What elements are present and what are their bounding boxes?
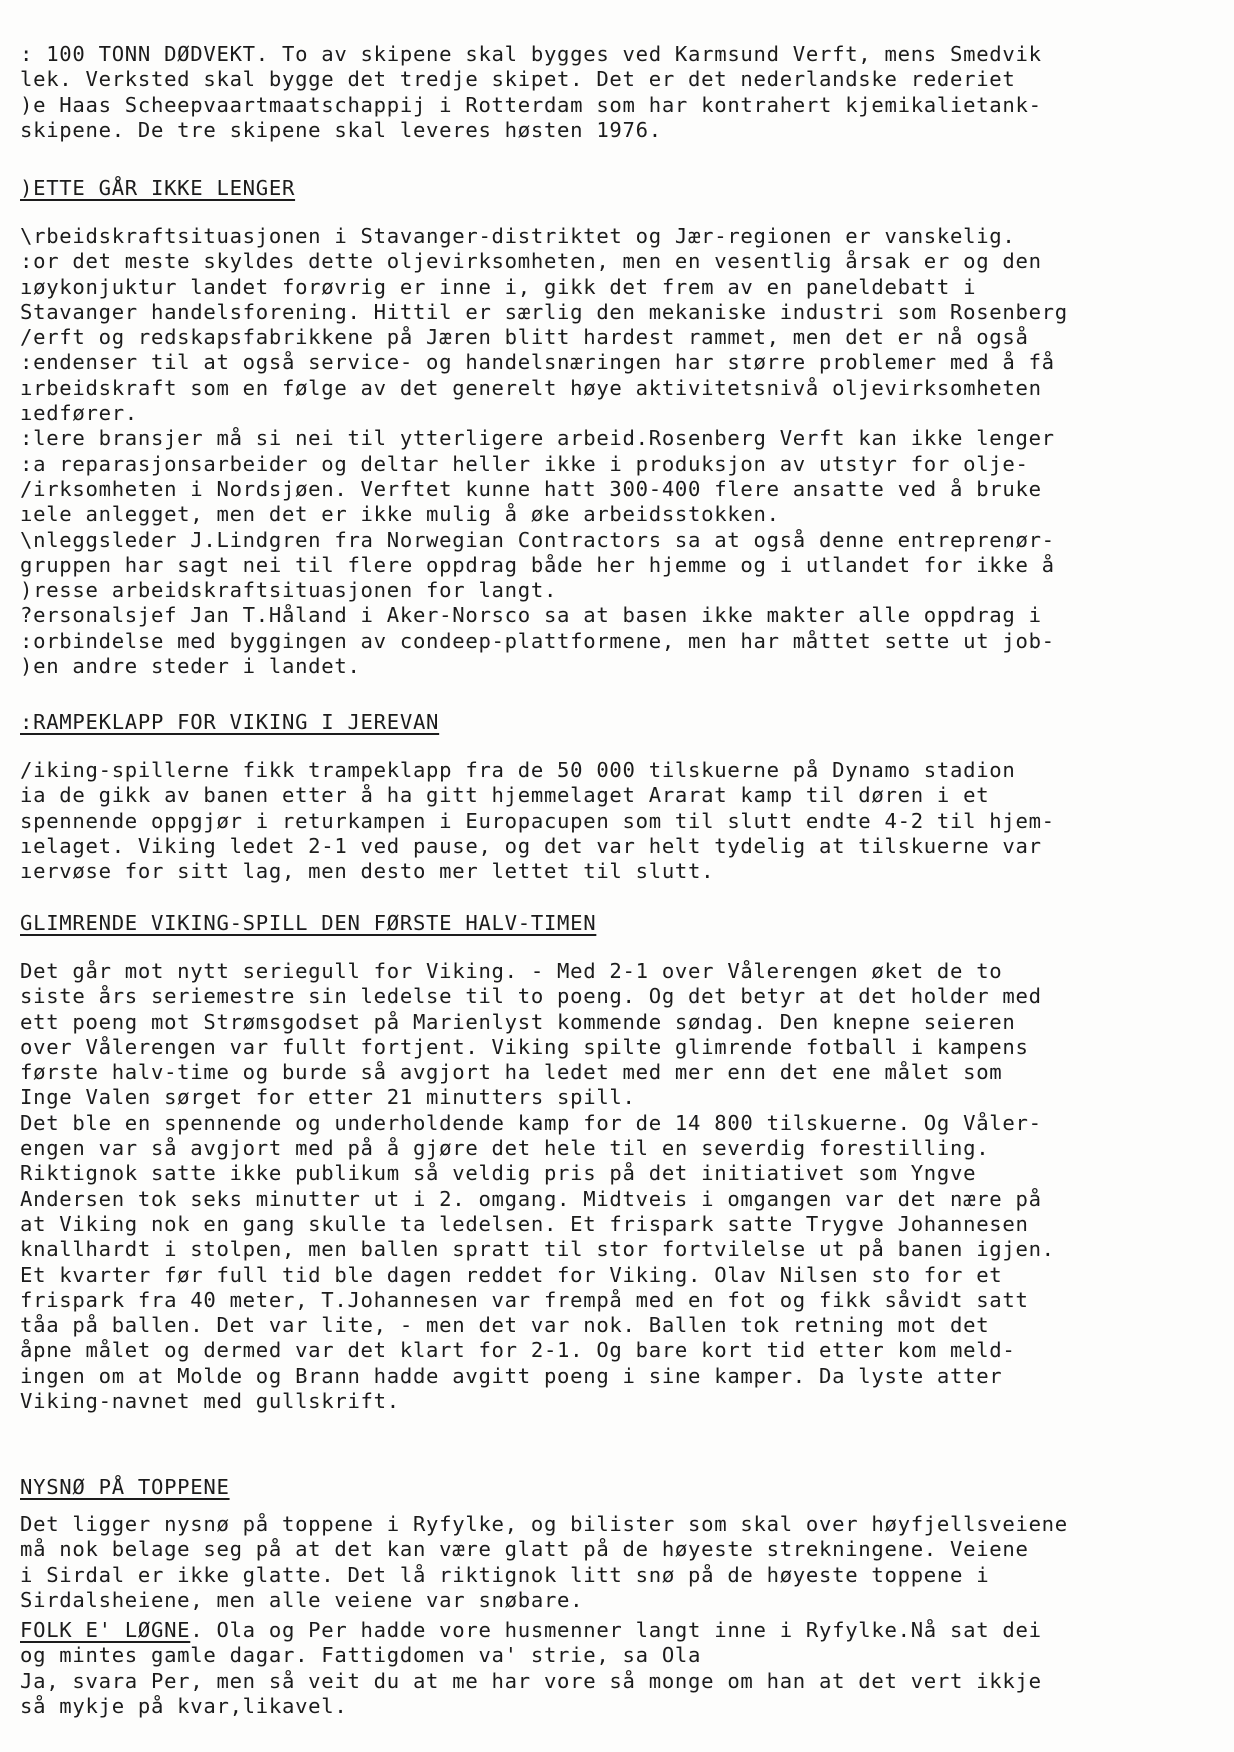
text-line: \nleggsleder J.Lindgren fra Norwegian Contractors sa at også denne entreprenør- (20, 527, 1055, 552)
text-line: ıedfører. (20, 401, 138, 426)
text-line: frispark fra 40 meter, T.Johannesen var frempå med en fot og fikk såvidt satt (20, 1287, 1029, 1312)
text-line: engen var så avgjort med på å gjøre det hele til en severdig forestilling. (20, 1136, 990, 1161)
text-line: ıelaget. Viking ledet 2-1 ved pause, og det var helt tydelig at tilskuerne var (20, 833, 1042, 858)
text-line: Det ligger nysnø på toppene i Ryfylke, og bilister som skal over høyfjellsveiene (20, 1512, 1068, 1536)
text-line: :endenser til at også service- og handelsnæringen har større problemer med å få (20, 350, 1055, 375)
text-line: Det ble en spennende og underholdende kamp for de 14 800 tilskuerne. Og Våler- (20, 1110, 1042, 1135)
text-line: at Viking nok en gang skulle ta ledelsen. Et frispark satte Trygve Johannesen (20, 1211, 1029, 1236)
text-line: ett poeng mot Strømsgodset på Marienlyst kommende søndag. Den knepne seieren (20, 1009, 1016, 1034)
text-line: Ja, svara Per, men så veit du at me har vore så monge om han at det vert ikkje (20, 1668, 1042, 1693)
text-line: Sirdalsheiene, men alle veiene var snøbare. (20, 1587, 584, 1612)
text-line: ıervøse for sitt lag, men desto mer lettet til slutt. (20, 859, 715, 884)
text-line: tåa på ballen. Det var lite, - men det var nok. Ballen tok retning mot det (20, 1313, 990, 1338)
section-heading: :RAMPEKLAPP FOR VIKING I JEREVAN (20, 710, 440, 734)
text-line: )e Haas Scheepvaartmaatschappij i Rotterdam som har kontrahert kjemikalietank- (20, 92, 1042, 117)
text-line: siste års seriemestre sin ledelse til to poeng. Og det betyr at det holder med (20, 984, 1042, 1009)
dette-body (20, 224, 1220, 679)
text-line: ıele anlegget, men det er ikke mulig å øke arbeidsstokken. (20, 502, 780, 527)
text-line: /irksomheten i Nordsjøen. Verftet kunne hatt 300-400 flere ansatte ved å bruke (20, 476, 1042, 501)
text-line: Stavanger handelsforening. Hittil er særlig den mekaniske industri som Rosenberg (20, 299, 1068, 324)
text-line: Viking-navnet med gullskrift. (20, 1389, 400, 1414)
glimrende-body (20, 959, 1220, 1414)
text-line: Det går mot nytt seriegull for Viking. - Med 2-1 over Vålerengen øket de to (20, 959, 1003, 983)
text-line: Inge Valen sørget for etter 21 minutters spill. (20, 1085, 636, 1110)
text-line: Riktignok satte ikke publikum så veldig pris på det initiativet som Yngve (20, 1161, 977, 1186)
text-line: )resse arbeidskraftsituasjonen for langt. (20, 578, 558, 603)
nysno-body (20, 1512, 1220, 1613)
text-line: skipene. De tre skipene skal leveres høsten 1976. (20, 117, 662, 142)
text-line: Andersen tok seks minutter ut i 2. omgang. Midtveis i omgangen var det nære på (20, 1186, 1042, 1211)
text-line: spennende oppgjør i returkampen i Europacupen som til slutt endte 4-2 til hjem- (20, 808, 1055, 833)
text-line: \rbeidskraftsituasjonen i Stavanger-distriktet og Jær-regionen er vanskelig. (20, 224, 1016, 248)
text-line (20, 1618, 1220, 1643)
text-line: lek. Verksted skal bygge det tredje skipet. Det er det nederlandske rederiet (20, 67, 1016, 92)
text-line: Et kvarter før full tid ble dagen reddet for Viking. Olav Nilsen sto for et (20, 1262, 1003, 1287)
text-line: :or det meste skyldes dette oljevirksomheten, men en vesentlig årsak er og den (20, 249, 1042, 274)
text-line: må nok belage seg på at det kan være glatt på de høyeste strekningene. Veiene (20, 1537, 1029, 1562)
section-heading-glimrende (20, 911, 1220, 936)
text-line: ingen om at Molde og Brann hadde avgitt poeng i sine kamper. Da lyste atter (20, 1363, 1003, 1388)
text-line: :orbindelse med byggingen av condeep-plattformene, men har måttet sette ut job- (20, 628, 1055, 653)
text-line: åpne målet og dermed var det klart for 2-1. Og bare kort tid etter kom meld- (20, 1338, 1016, 1363)
section-heading-dette (20, 176, 1220, 201)
text-line: i Sirdal er ikke glatte. Det lå riktignok litt snø på de høyeste toppene i (20, 1562, 990, 1587)
text-line: så mykje på kvar,likavel. (20, 1693, 348, 1718)
text-line: ırbeidskraft som en følge av det generelt høye aktivitetsnivå oljevirksomheten (20, 375, 1042, 400)
text-line: /erft og redskapsfabrikkene på Jæren blitt hardest rammet, men det er nå også (20, 325, 1029, 350)
text-line: første halv-time og burde så avgjort ha ledet med mer enn det ene målet som (20, 1060, 1003, 1085)
text-line: ?ersonalsjef Jan T.Håland i Aker-Norsco sa at basen ikke makter alle oppdrag i (20, 603, 1042, 628)
text-line: over Vålerengen var fullt fortjent. Viking spilte glimrende fotball i kampens (20, 1034, 1029, 1059)
section-heading: )ETTE GÅR IKKE LENGER (20, 176, 296, 200)
intro-paragraph (20, 42, 1220, 143)
text-line: ia de gikk av banen etter å ha gitt hjemmelaget Ararat kamp til døren i et (20, 783, 990, 808)
trampeklapp-body (20, 758, 1220, 884)
text-line: :lere bransjer må si nei til ytterligere arbeid.Rosenberg Verft kan ikke lenger (20, 426, 1055, 451)
text-line: ıøykonjuktur landet forøvrig er inne i, gikk det frem av en paneldebatt i (20, 274, 977, 299)
folk-paragraph (20, 1618, 1220, 1719)
text-line: )en andre steder i landet. (20, 654, 361, 679)
text-line: og mintes gamle dagar. Fattigdomen va' strie, sa Ola (20, 1643, 702, 1668)
section-heading-trampeklapp (20, 710, 1220, 735)
inline-heading: FOLK E' LØGNE (20, 1618, 191, 1642)
section-heading: GLIMRENDE VIKING-SPILL DEN FØRSTE HALV-TIMEN (20, 911, 597, 935)
text-line: : 100 TONN DØDVEKT. To av skipene skal bygges ved Karmsund Verft, mens Smedvik (20, 42, 1042, 66)
text-line: :a reparasjonsarbeider og deltar heller ikke i produksjon av utstyr for olje- (20, 451, 1029, 476)
text-fragment: . Ola og Per hadde vore husmenner langt inne i Ryfylke.Nå sat dei (190, 1618, 1042, 1642)
text-line: /iking-spillerne fikk trampeklapp fra de 50 000 tilskuerne på Dynamo stadion (20, 758, 1016, 782)
text-line: gruppen har sagt nei til flere oppdrag både her hjemme og i utlandet for ikke å (20, 552, 1055, 577)
section-heading: NYSNØ PÅ TOPPENE (20, 1475, 230, 1499)
text-line: knallhardt i stolpen, men ballen spratt til stor fortvilelse ut på banen igjen. (20, 1237, 1055, 1262)
section-heading-nysno (20, 1475, 1220, 1500)
